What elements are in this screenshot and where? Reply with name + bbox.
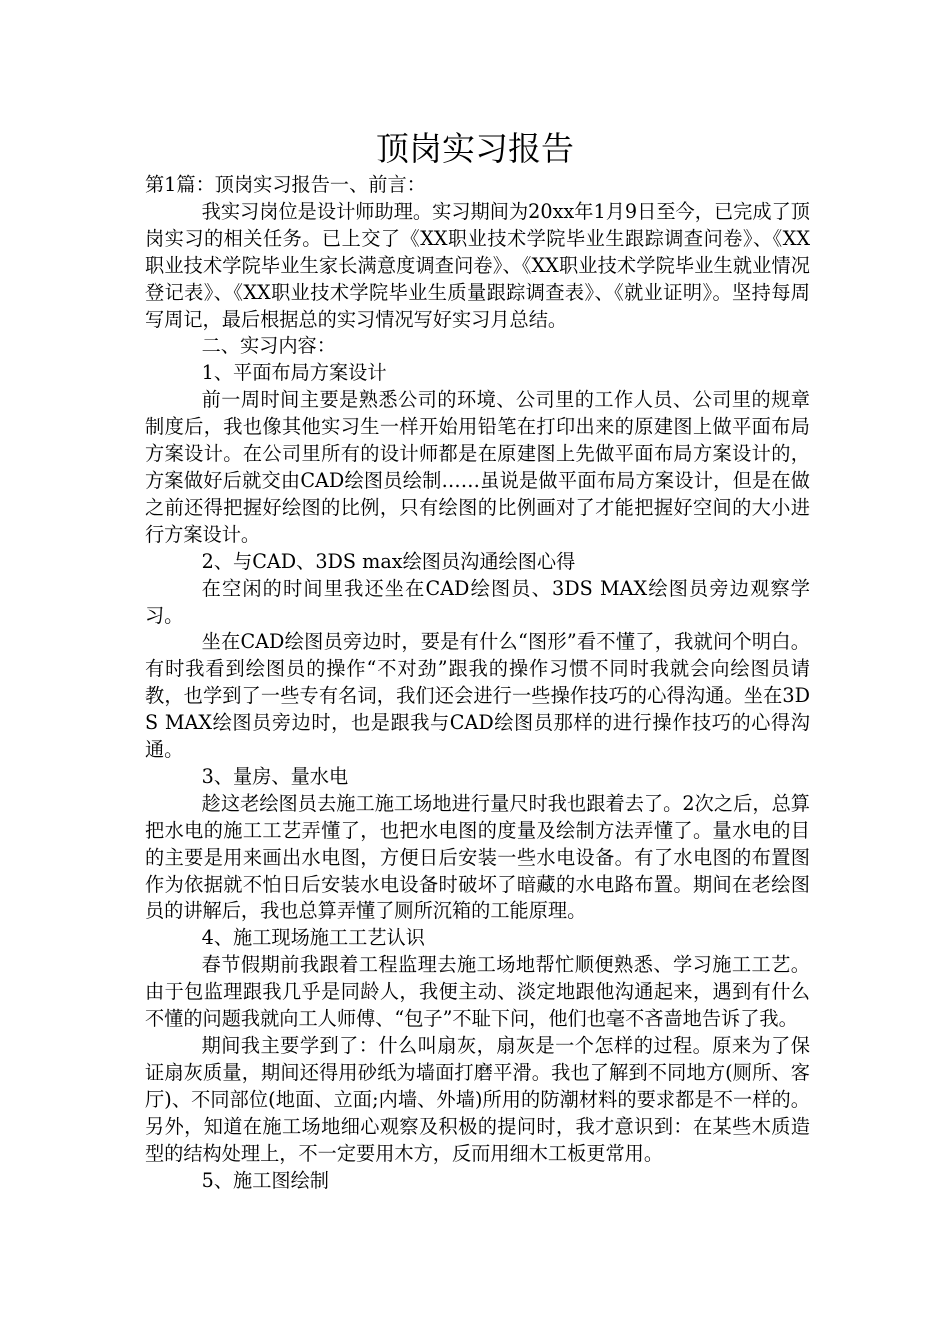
section-heading-internship-content: 二、实习内容： xyxy=(201,334,336,358)
learning-summary-paragraph: 期间我主要学到了：什么叫扇灰，扇灰是一个怎样的过程。原来为了保证扇灰质量，期间还得用砂纸为墙面打磨平滑。我也了解到不同地方(厕所、客厅)、不同部位(地面、立面;内墙、外墙)所用的防潮材料的要求都是不一样的。另外，知道在施工场地细心观察及积极的提问时，我才意识到：在某些木质造型的结构处理上，不一定要用木方，反而用细木工板更常用。 xyxy=(145,1034,810,1165)
intro-line: 第1篇：顶岗实习报告一、前言： xyxy=(145,173,426,196)
subheading-floor-plan-design: 1、平面布局方案设计 xyxy=(201,361,387,385)
cad-learning-paragraph: 坐在CAD绘图员旁边时，要是有什么“图形”看不懂了，我就问个明白。有时我看到绘图员的操作“不对劲”跟我的操作习惯不同时我就会向绘图员请教，也学到了一些专有名词，我们还会进行一些操作技巧的心得沟通。坐在3DS MAX绘图员旁边时，也是跟我与CAD绘图员那样的进行操作技巧的心得沟通。 xyxy=(145,630,810,762)
subheading-measure-room: 3、量房、量水电 xyxy=(201,764,349,788)
construction-paragraph: 春节假期前我跟着工程监理去施工场地帮忙顺便熟悉、学习施工工艺。由于包监理跟我几乎是同龄人，我便主动、淡定地跟他沟通起来，遇到有什么不懂的问题我就向工人师傅、“包子”不耻下问，他们也毫不吝啬地告诉了我。 xyxy=(145,953,810,1031)
measure-room-paragraph: 趁这老绘图员去施工施工场地进行量尺时我也跟着去了。2次之后，总算把水电的施工工艺弄懂了，也把水电图的度量及绘制方法弄懂了。量水电的目的主要是用来画出水电图，方便日后安装一些水电设备。有了水电图的布置图作为依据就不怕日后安装水电设备时破坏了暗藏的水电路布置。期间在老绘图员的讲解后，我也总算弄懂了厕所沉箱的工能原理。 xyxy=(145,791,810,923)
cad-observation-paragraph: 在空闲的时间里我还坐在CAD绘图员、3DS MAX绘图员旁边观察学习。 xyxy=(145,576,810,627)
subheading-construction-drawing: 5、施工图绘制 xyxy=(201,1168,329,1192)
document-title: 顶岗实习报告 xyxy=(376,129,574,168)
preface-paragraph: 我实习岗位是设计师助理。实习期间为20xx年1月9日至今，已完成了顶岗实习的相关任务。已上交了《XX职业技术学院毕业生跟踪调查问卷》、《XX职业技术学院毕业生家长满意度调查问卷》、《XX职业技术学院毕业生就业情况登记表》、《XX职业技术学院毕业生质量跟踪调查表》、《就业证明》。坚持每周写周记，最后根据总的实习情况写好实习月总结。 xyxy=(145,199,810,331)
subheading-cad-communication: 2、与CAD、3DS max绘图员沟通绘图心得 xyxy=(201,549,576,573)
subheading-construction-process: 4、施工现场施工工艺认识 xyxy=(201,926,425,950)
floor-plan-paragraph: 前一周时间主要是熟悉公司的环境、公司里的工作人员、公司里的规章制度后，我也像其他实习生一样开始用铅笔在打印出来的原建图上做平面布局方案设计。在公司里所有的设计师都是在原建图上先做平面布局方案设计的，方案做好后就交由CAD绘图员绘制……虽说是做平面布局方案设计，但是在做之前还得把握好绘图的比例，只有绘图的比例画对了才能把握好空间的大小进行方案设计。 xyxy=(145,388,810,546)
document-body xyxy=(145,172,810,1194)
